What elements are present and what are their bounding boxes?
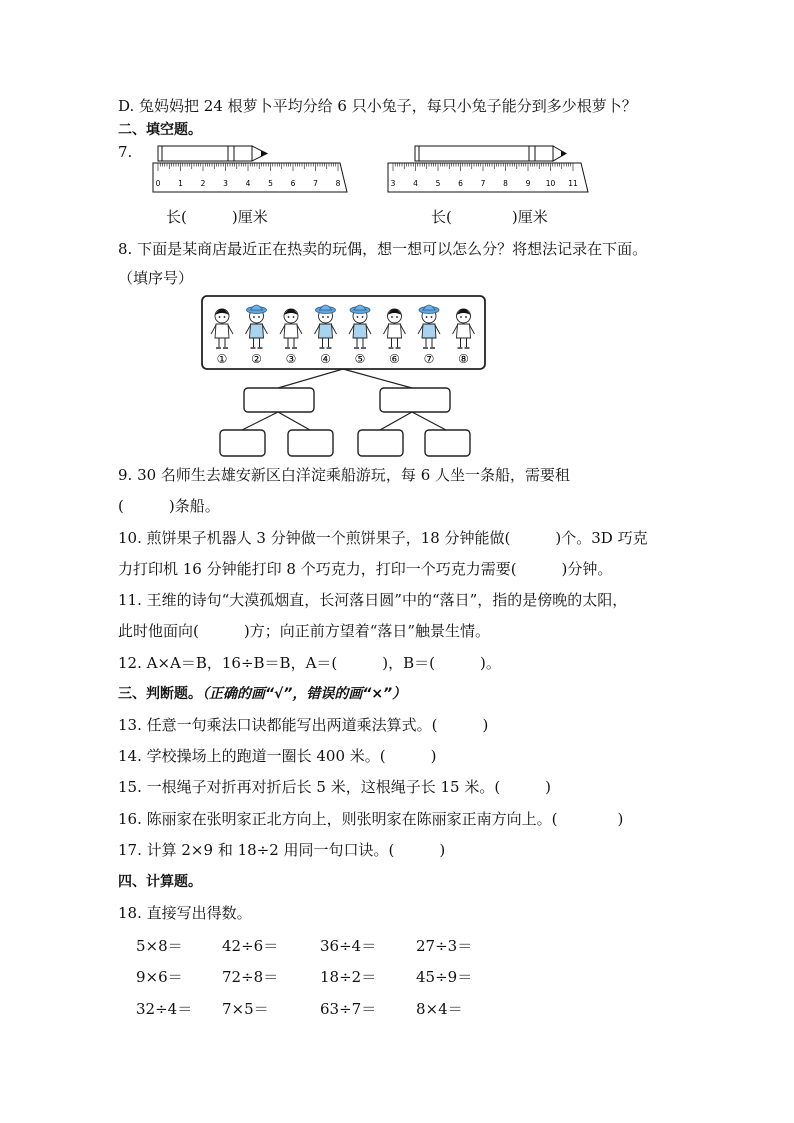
ruler-tick-label: 9	[525, 179, 531, 188]
calc-cell: 42÷6＝	[222, 937, 279, 955]
section-fill-in-title: 二、填空题。	[118, 122, 202, 138]
calc-cell: 8×4＝	[416, 1000, 463, 1018]
subgroup-box-4	[425, 430, 470, 456]
question-18-title: 18. 直接写出得数。	[118, 904, 252, 922]
ruler-tick-label: 4	[413, 179, 418, 188]
ruler-tick-label: 4	[245, 179, 251, 188]
section-judge-title	[118, 685, 406, 703]
calc-cell: 27÷3＝	[416, 937, 473, 955]
doll-number: ⑥	[389, 352, 400, 366]
section-judge-note: （正确的画“√”，错误的画“×”）	[202, 686, 407, 702]
ruler-left	[153, 163, 347, 192]
ruler-tick-label: 11	[568, 179, 578, 188]
ruler-tick-label: 2	[200, 179, 206, 188]
ruler-right	[388, 163, 588, 192]
ruler-tick-label: 1	[178, 179, 183, 188]
judge-item-15: 15. 一根绳子对折再对折后长 5 米，这根绳子长 15 米。( )	[118, 778, 552, 796]
question-6d: D. 兔妈妈把 24 根萝卜平均分给 6 只小兔子，每只小兔子能分到多少根萝卜？	[118, 97, 637, 115]
ruler-tick-label: 7	[480, 179, 486, 188]
calc-cell: 32÷4＝	[136, 1000, 193, 1018]
ruler-tick-label: 6	[290, 179, 296, 188]
question-8-line1: 8. 下面是某商店最近正在热卖的玩偶，想一想可以怎么分？将想法记录在下面。	[118, 240, 648, 258]
question-8-line2: （填序号）	[118, 269, 194, 287]
ruler-tick-label: 3	[390, 179, 396, 188]
group-box-left	[244, 388, 314, 412]
subgroup-box-2	[288, 430, 333, 456]
question-10-line1: 10. 煎饼果子机器人 3 分钟做一个煎饼果子，18 分钟能做( )个。3D 巧克	[118, 529, 648, 547]
question-11-line2: 此时他面向( )方；向正前方望着“落日”触景生情。	[118, 622, 491, 640]
section-judge-label: 三、判断题。	[118, 686, 202, 702]
ruler-tick-label: 3	[223, 179, 228, 188]
subgroup-box-1	[220, 430, 265, 456]
judge-item-17: 17. 计算 2×9 和 18÷2 用同一句口诀。( )	[118, 841, 446, 859]
calc-cell: 9×6＝	[136, 968, 183, 986]
doll-number: ①	[216, 352, 228, 366]
ruler-tick-label: 5	[268, 179, 273, 188]
judge-item-13: 13. 任意一句乘法口诀都能写出两道乘法算式。( )	[118, 716, 489, 734]
ruler-tick-label: 8	[503, 179, 508, 188]
group-box-right	[380, 388, 450, 412]
ruler-right-answer: 长( )厘米	[431, 208, 548, 226]
doll-number: ⑤	[354, 352, 366, 366]
ruler-tick-label: 6	[458, 179, 463, 188]
doll-number: ③	[285, 352, 297, 366]
calc-cell: 45÷9＝	[416, 968, 473, 986]
dolls-frame	[202, 296, 485, 369]
ruler-left-answer: 长( )厘米	[166, 208, 268, 226]
ruler-tick-label: 10	[545, 179, 556, 188]
question-10-line2: 力打印机 16 分钟能打印 8 个巧克力，打印一个巧克力需要( )分钟。	[118, 560, 613, 578]
calc-cell: 18÷2＝	[320, 968, 377, 986]
doll-number: ⑦	[423, 352, 435, 366]
calc-cell: 7×5＝	[222, 1000, 269, 1018]
subgroup-box-3	[358, 430, 403, 456]
question-11-line1: 11. 王维的诗句“大漠孤烟直，长河落日圆”中的“落日”，指的是傍晚的太阳，	[118, 591, 628, 609]
judge-item-14: 14. 学校操场上的跑道一圈长 400 米。( )	[118, 747, 437, 765]
section-calc-title: 四、计算题。	[118, 874, 202, 890]
judge-item-16: 16. 陈丽家在张明家正北方向上，则张明家在陈丽家正南方向上。( )	[118, 810, 624, 828]
calc-cell: 72÷8＝	[222, 968, 279, 986]
question-12: 12. A×A＝B，16÷B＝B，A＝( )，B＝( )。	[118, 654, 501, 672]
calc-cell: 5×8＝	[136, 937, 183, 955]
pencil-icon	[158, 146, 267, 161]
ruler-tick-label: 0	[155, 179, 161, 188]
ruler-left-figure	[150, 144, 360, 196]
question-9-line2: ( )条船。	[118, 497, 220, 515]
ruler-tick-label: 7	[313, 179, 318, 188]
doll-number: ⑧	[458, 352, 469, 366]
pencil-icon	[415, 146, 566, 161]
doll-number: ②	[251, 352, 262, 366]
ruler-tick-label: 5	[435, 179, 441, 188]
question-7-number: 7.	[118, 143, 133, 161]
dolls-sorting-diagram	[200, 292, 500, 462]
question-9-line1: 9. 30 名师生去雄安新区白洋淀乘船游玩，每 6 人坐一条船，需要租	[118, 466, 571, 484]
calc-cell: 63÷7＝	[320, 1000, 377, 1018]
calc-cell: 36÷4＝	[320, 937, 377, 955]
ruler-tick-label: 8	[335, 179, 341, 188]
ruler-right-figure	[385, 144, 600, 196]
doll-number: ④	[320, 352, 331, 366]
